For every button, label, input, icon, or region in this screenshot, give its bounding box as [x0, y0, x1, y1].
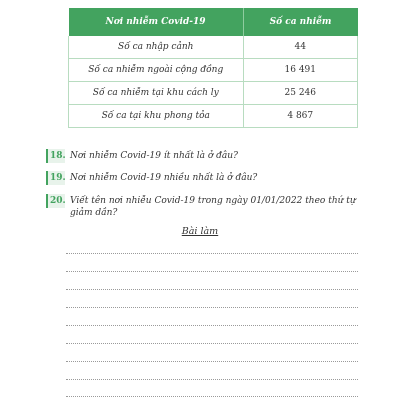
- covid-cases-table: [68, 8, 358, 128]
- row-place: Số ca nhiễm tại khu cách ly: [69, 82, 244, 105]
- table-row: [69, 59, 358, 82]
- question-text: Viết tên nơi nhiễu Covid-19 trong ngày 01/01/2022 theo thứ tự giảm dần?: [70, 196, 356, 218]
- answer-line[interactable]: [66, 289, 358, 290]
- header-cases: Số ca nhiễm: [243, 8, 358, 36]
- header-place: Nơi nhiễm Covid-19: [69, 8, 244, 36]
- row-cases: 16 491: [243, 59, 358, 82]
- answer-line[interactable]: [66, 396, 358, 397]
- question-number: 18.: [46, 149, 65, 163]
- question-number: 20.: [46, 194, 65, 208]
- question-19: [46, 172, 366, 184]
- table-row: [69, 105, 358, 128]
- answer-line[interactable]: [66, 343, 358, 344]
- answer-line[interactable]: [66, 253, 358, 254]
- answer-title: Bài làm: [181, 226, 219, 237]
- row-cases: 25 246: [243, 82, 358, 105]
- answer-line[interactable]: [66, 361, 358, 362]
- table-row: [69, 82, 358, 105]
- answer-line[interactable]: [66, 379, 358, 380]
- question-text: Nơi nhiễm Covid-19 ít nhất là ở đâu?: [70, 151, 238, 161]
- table-row: [69, 36, 358, 59]
- row-cases: 4 867: [243, 105, 358, 128]
- row-place: Số ca tại khu phong tỏa: [69, 105, 244, 128]
- question-text: Nơi nhiễm Covid-19 nhiều nhất là ở đâu?: [70, 173, 258, 183]
- question-number: 19.: [46, 171, 65, 185]
- question-20: [46, 195, 366, 219]
- covid-cases-table-container: [68, 8, 358, 128]
- row-cases: 44: [243, 36, 358, 59]
- question-18: [46, 150, 366, 162]
- row-place: Số ca nhiễm ngoài cộng đồng: [69, 59, 244, 82]
- answer-line[interactable]: [66, 271, 358, 272]
- answer-line[interactable]: [66, 325, 358, 326]
- answer-line[interactable]: [66, 307, 358, 308]
- row-place: Số ca nhập cảnh: [69, 36, 244, 59]
- table-header-row: [69, 8, 358, 36]
